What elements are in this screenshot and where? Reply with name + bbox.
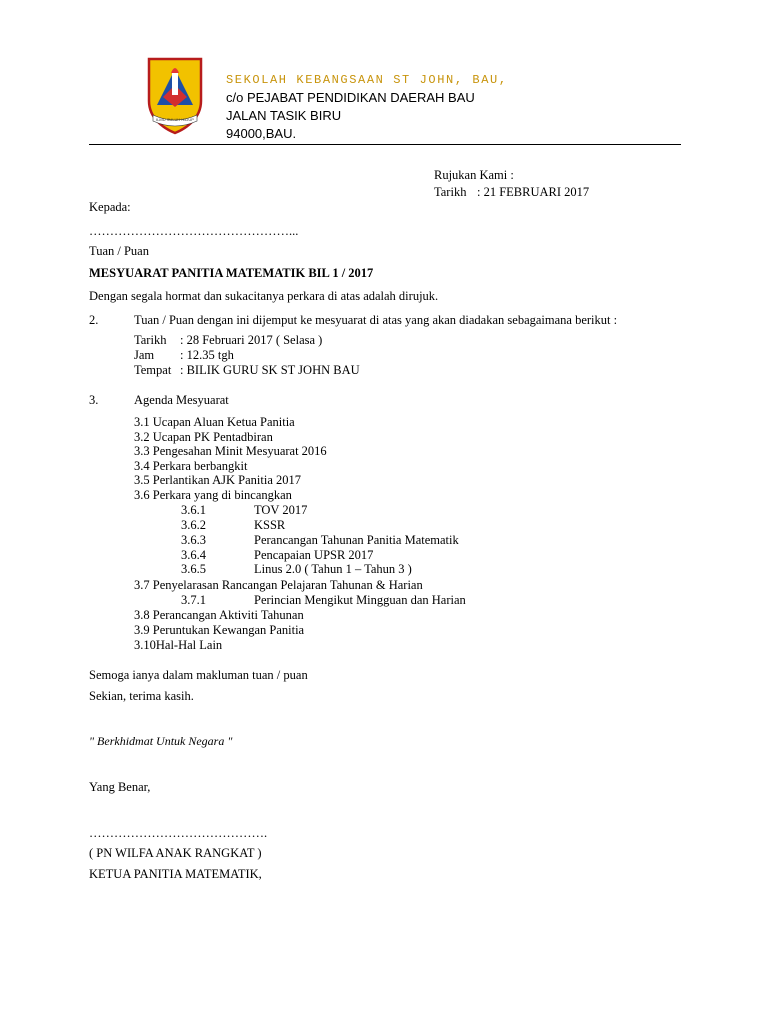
address-line-1: c/o PEJABAT PENDIDIKAN DAERAH BAU [226, 90, 475, 105]
agenda-subitem-text: KSSR [254, 518, 286, 532]
agenda-subitem-text: Pencapaian UPSR 2017 [254, 548, 374, 562]
address-line-3: 94000,BAU. [226, 126, 297, 141]
agenda-subitem-text: TOV 2017 [254, 503, 308, 517]
school-name: SEKOLAH KEBANGSAAN ST JOHN, BAU, [226, 73, 508, 87]
agenda-item: 3.3 Pengesahan Minit Mesyuarat 2016 [134, 444, 327, 458]
intro-paragraph: Dengan segala hormat dan sukacitanya perkara di atas adalah dirujuk. [89, 289, 439, 303]
agenda-item: 3.4 Perkara berbangkit [134, 459, 248, 473]
agenda-item: 3.9 Peruntukan Kewangan Panitia [134, 623, 305, 637]
agenda-subitem-number: 3.7.1 [181, 593, 206, 607]
tarikh-label: Tarikh [434, 185, 467, 199]
header-divider [89, 144, 681, 145]
agenda-item: 3.2 Ucapan PK Pentadbiran [134, 430, 273, 444]
agenda-item: 3.8 Perancangan Aktiviti Tahunan [134, 608, 304, 622]
agenda-subitem-number: 3.6.2 [181, 518, 206, 532]
para2-text: Tuan / Puan dengan ini dijemput ke mesyuarat di atas yang akan diadakan sebagaimana berikut : [134, 313, 618, 327]
agenda-subitem-text: Perincian Mengikut Mingguan dan Harian [254, 593, 466, 607]
agenda-subitem-text: Perancangan Tahunan Panitia Matematik [254, 533, 459, 547]
recipient-dots: …………………………………………... [89, 224, 299, 238]
agenda-subitem-text: Linus 2.0 ( Tahun 1 – Tahun 3 ) [254, 562, 412, 576]
agenda-subitem-number: 3.6.4 [181, 548, 206, 562]
signatory-name: ( PN WILFA ANAK RANGKAT ) [89, 846, 262, 860]
agenda-item: 3.7 Penyelarasan Rancangan Pelajaran Tahunan & Harian [134, 578, 423, 592]
tarikh-value: : 21 FEBRUARI 2017 [477, 185, 590, 199]
para3-text: Agenda Mesyuarat [134, 393, 229, 407]
detail-tempat-label: Tempat [134, 363, 172, 377]
address-line-2: JALAN TASIK BIRU [226, 108, 342, 123]
agenda-item: 3.6 Perkara yang di bincangkan [134, 488, 292, 502]
agenda-item: 3.1 Ucapan Aluan Ketua Panitia [134, 415, 295, 429]
agenda-item: 3.5 Perlantikan AJK Panitia 2017 [134, 473, 301, 487]
detail-tempat-value: : BILIK GURU SK ST JOHN BAU [180, 363, 360, 377]
agenda-item: 3.10Hal-Hal Lain [134, 638, 223, 652]
yang-benar: Yang Benar, [89, 780, 151, 794]
subject-heading: MESYUARAT PANITIA MATEMATIK BIL 1 / 2017 [89, 266, 374, 280]
detail-jam-value: : 12.35 tgh [180, 348, 234, 362]
signature-line: ……………………………………. [89, 826, 268, 840]
signatory-title: KETUA PANITIA MATEMATIK, [89, 867, 262, 881]
rujukan-label: Rujukan Kami : [434, 168, 514, 182]
detail-jam-label: Jam [134, 348, 155, 362]
logo-motto: ILMU SULUH HIDUP [156, 117, 194, 122]
agenda-subitem-number: 3.6.1 [181, 503, 206, 517]
para3-number: 3. [89, 393, 99, 407]
closing-line-1: Semoga ianya dalam makluman tuan / puan [89, 668, 308, 682]
school-logo [145, 55, 205, 135]
motto: " Berkhidmat Untuk Negara " [89, 734, 233, 748]
salutation: Tuan / Puan [89, 244, 149, 258]
para2-number: 2. [89, 313, 99, 327]
agenda-subitem-number: 3.6.5 [181, 562, 206, 576]
detail-tarikh-label: Tarikh [134, 333, 167, 347]
kepada-label: Kepada: [89, 200, 131, 214]
closing-line-2: Sekian, terima kasih. [89, 689, 194, 703]
detail-tarikh-value: : 28 Februari 2017 ( Selasa ) [180, 333, 323, 347]
agenda-subitem-number: 3.6.3 [181, 533, 206, 547]
